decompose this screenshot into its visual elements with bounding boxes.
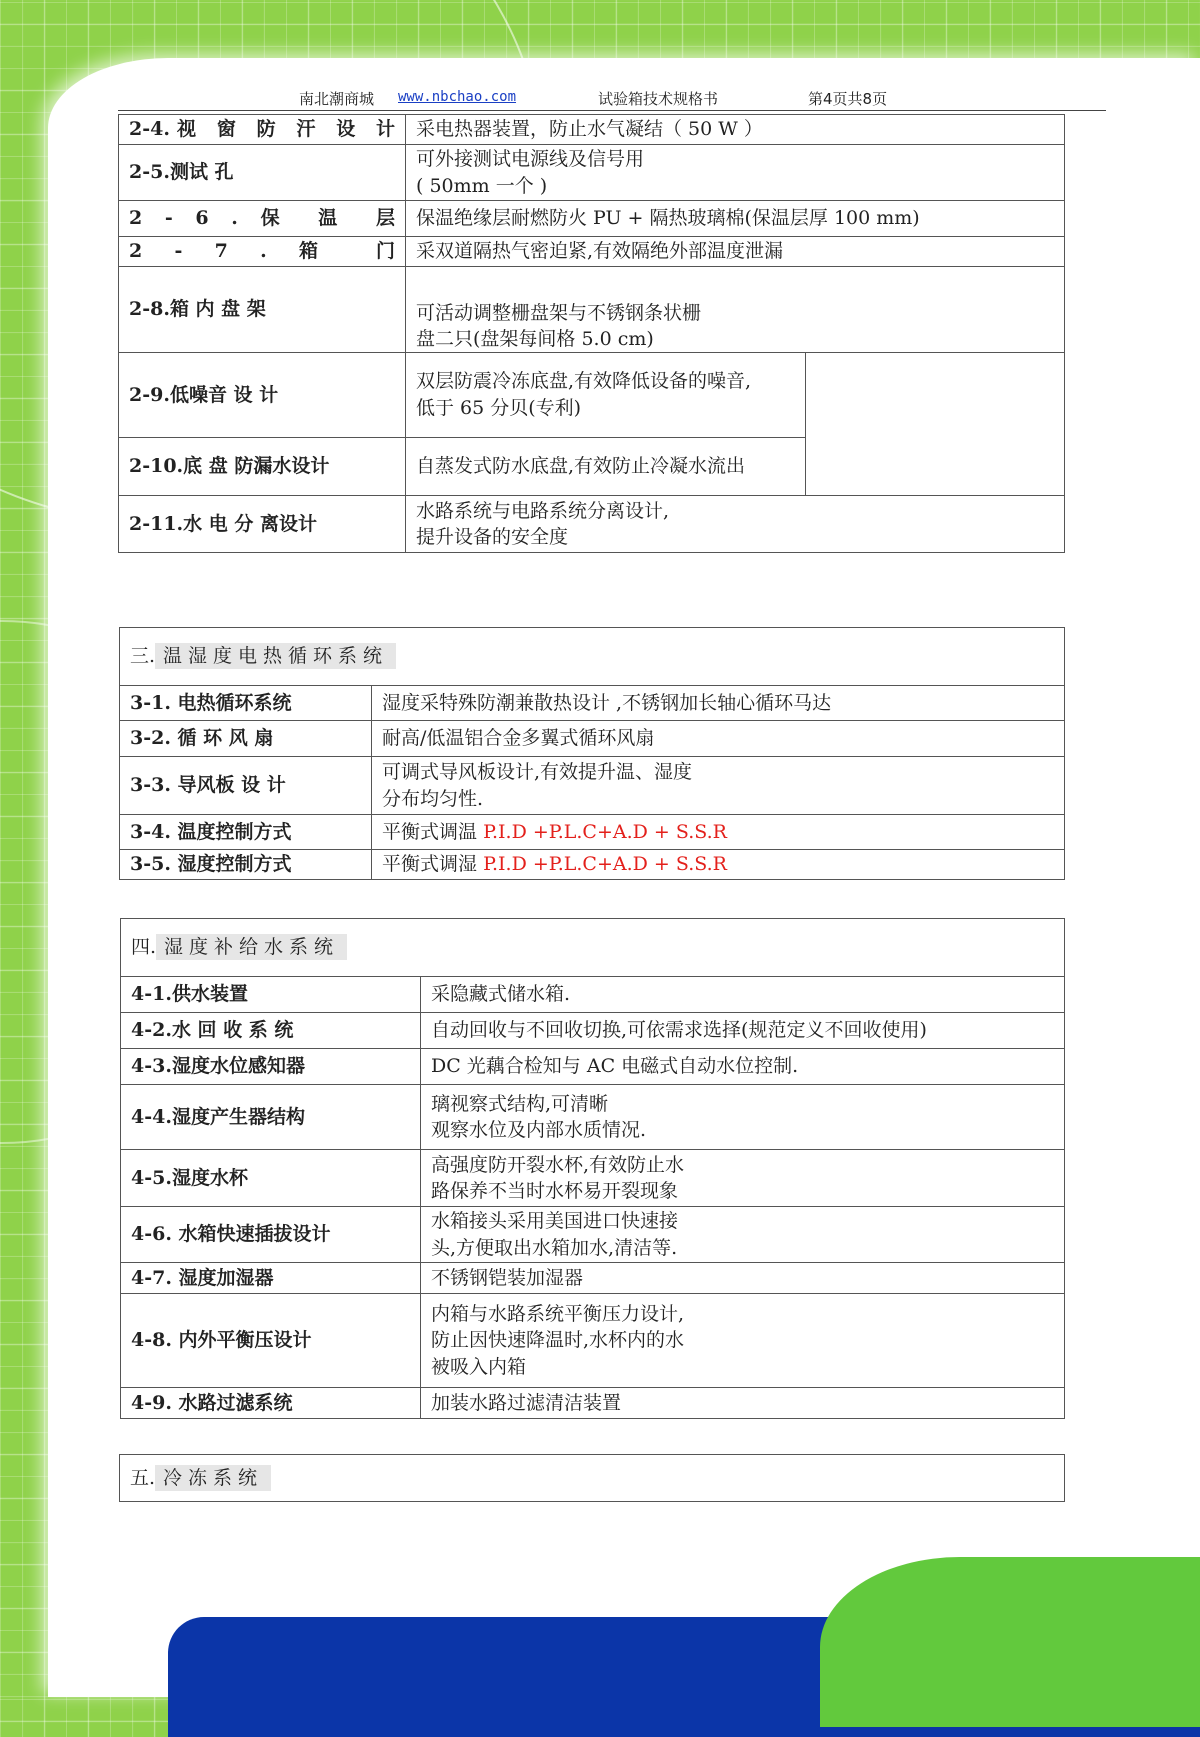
- row-label: 4-7. 湿度加湿器: [121, 1263, 421, 1294]
- row-label: 2-10.底 盘 防漏水设计: [119, 438, 406, 496]
- row-desc: 高强度防开裂水杯,有效防止水 路保养不当时水杯易开裂现象: [421, 1150, 1065, 1207]
- spec-table-5: [119, 1454, 1065, 1502]
- row-label: 2 - 7 . 箱 门: [119, 237, 406, 267]
- section-title: 四. 湿度补给水系统: [121, 919, 1065, 977]
- row-label: 3-2. 循 环 风 扇: [120, 721, 372, 757]
- table-row: [120, 757, 1065, 815]
- row-desc: 平衡式调温 P.I.D +P.L.C+A.D + S.S.R: [372, 815, 1065, 850]
- spec-table-2: [118, 114, 1065, 553]
- footer-green-band: [820, 1557, 1200, 1727]
- section-title: 三. 温湿度电热循环系统: [120, 628, 1065, 686]
- control-method-red: P.I.D +P.L.C+A.D + S.S.R: [483, 853, 727, 876]
- table-row: [121, 1150, 1065, 1207]
- row-label: 4-1.供水装置: [121, 977, 421, 1013]
- row-label: 3-5. 湿度控制方式: [120, 850, 372, 880]
- row-desc: 采双道隔热气密迫紧,有效隔绝外部温度泄漏: [406, 237, 1065, 267]
- header-url-link[interactable]: www.nbchao.com: [398, 89, 517, 105]
- empty-cell: [806, 353, 1065, 496]
- section-title-row: [121, 919, 1065, 977]
- row-desc: 双层防震冷冻底盘,有效降低设备的噪音, 低于 65 分贝(专利): [406, 353, 806, 438]
- table-row: [121, 1013, 1065, 1049]
- table-row: [121, 1294, 1065, 1388]
- row-label: 3-3. 导风板 设 计: [120, 757, 372, 815]
- row-label: 4-2.水 回 收 系 统: [121, 1013, 421, 1049]
- table-row: [121, 1049, 1065, 1085]
- row-desc: 保温绝缘层耐燃防火 PU + 隔热玻璃棉(保温层厚 100 mm): [406, 201, 1065, 237]
- table-row: [119, 496, 1065, 553]
- table-row: [120, 686, 1065, 721]
- section-title: 五. 冷冻系统: [120, 1455, 1065, 1502]
- row-desc: 水路系统与电路系统分离设计, 提升设备的安全度: [406, 496, 1065, 553]
- table-row: [121, 1085, 1065, 1150]
- table-row: [121, 1388, 1065, 1419]
- table-row: [119, 201, 1065, 237]
- table-row: [119, 145, 1065, 201]
- header-doc-title: 试验箱技术规格书: [598, 90, 719, 108]
- row-desc: 内箱与水路系统平衡压力设计, 防止因快速降温时,水杯内的水 被吸入内箱: [421, 1294, 1065, 1388]
- table-row: [119, 353, 1065, 438]
- row-desc: 采电热器装置，防止水气凝结（ 50 W ）: [406, 115, 1065, 145]
- row-label: 2-9.低噪音 设 计: [119, 353, 406, 438]
- table-row: [120, 815, 1065, 850]
- row-desc: 加装水路过滤清洁装置: [421, 1388, 1065, 1419]
- table-row: [119, 237, 1065, 267]
- row-desc: 自动回收与不回收切换,可依需求选择(规范定义不回收使用): [421, 1013, 1065, 1049]
- row-desc: 采隐藏式储水箱.: [421, 977, 1065, 1013]
- table-row: [121, 977, 1065, 1013]
- row-label: 4-9. 水路过滤系统: [121, 1388, 421, 1419]
- row-label: 2-5.测试 孔: [119, 145, 406, 201]
- row-label: 3-4. 温度控制方式: [120, 815, 372, 850]
- spec-table-3: [119, 627, 1065, 880]
- page-header: [118, 86, 1106, 111]
- row-desc: 不锈钢铠装加湿器: [421, 1263, 1065, 1294]
- header-site-name: 南北潮商城: [299, 90, 375, 108]
- table-row: [121, 1263, 1065, 1294]
- row-desc: 水箱接头采用美国进口快速接 头,方便取出水箱加水,清洁等.: [421, 1207, 1065, 1263]
- row-label: 2-8.箱 内 盘 架: [119, 267, 406, 353]
- spec-table-4: [120, 918, 1065, 1419]
- section-title-row: [120, 1455, 1065, 1502]
- row-label: 2-11.水 电 分 离设计: [119, 496, 406, 553]
- header-page-number: 第4页共8页: [808, 90, 888, 108]
- row-label: 4-6. 水箱快速插拔设计: [121, 1207, 421, 1263]
- row-label: 4-4.湿度产生器结构: [121, 1085, 421, 1150]
- row-label: 2-4.视 窗 防 汗 设 计: [119, 115, 406, 145]
- row-desc: 可调式导风板设计,有效提升温、湿度分布均匀性.: [372, 757, 1065, 815]
- control-method-red: P.I.D +P.L.C+A.D + S.S.R: [483, 820, 727, 843]
- row-label: 4-3.湿度水位感知器: [121, 1049, 421, 1085]
- row-desc: 耐高/低温铝合金多翼式循环风扇: [372, 721, 1065, 757]
- row-desc: 平衡式调湿 P.I.D +P.L.C+A.D + S.S.R: [372, 850, 1065, 880]
- row-desc: 自蒸发式防水底盘,有效防止冷凝水流出: [406, 438, 806, 496]
- row-desc: DC 光藕合检知与 AC 电磁式自动水位控制.: [421, 1049, 1065, 1085]
- row-desc: 湿度采特殊防潮兼散热设计 ,不锈钢加长轴心循环马达: [372, 686, 1065, 721]
- table-row: [120, 721, 1065, 757]
- table-row: [119, 115, 1065, 145]
- table-row: [120, 850, 1065, 880]
- row-desc: 可活动调整栅盘架与不锈钢条状栅 盘二只(盘架每间格 5.0 cm): [406, 267, 1065, 353]
- row-label: 2 - 6 . 保 温 层: [119, 201, 406, 237]
- table-row: [119, 267, 1065, 353]
- row-desc: 可外接测试电源线及信号用 ( 50mm 一个 ): [406, 145, 1065, 201]
- table-row: [121, 1207, 1065, 1263]
- row-desc: 璃视察式结构,可清晰 观察水位及内部水质情况.: [421, 1085, 1065, 1150]
- row-label: 4-8. 内外平衡压设计: [121, 1294, 421, 1388]
- row-label: 3-1. 电热循环系统: [120, 686, 372, 721]
- row-label: 4-5.湿度水杯: [121, 1150, 421, 1207]
- section-title-row: [120, 628, 1065, 686]
